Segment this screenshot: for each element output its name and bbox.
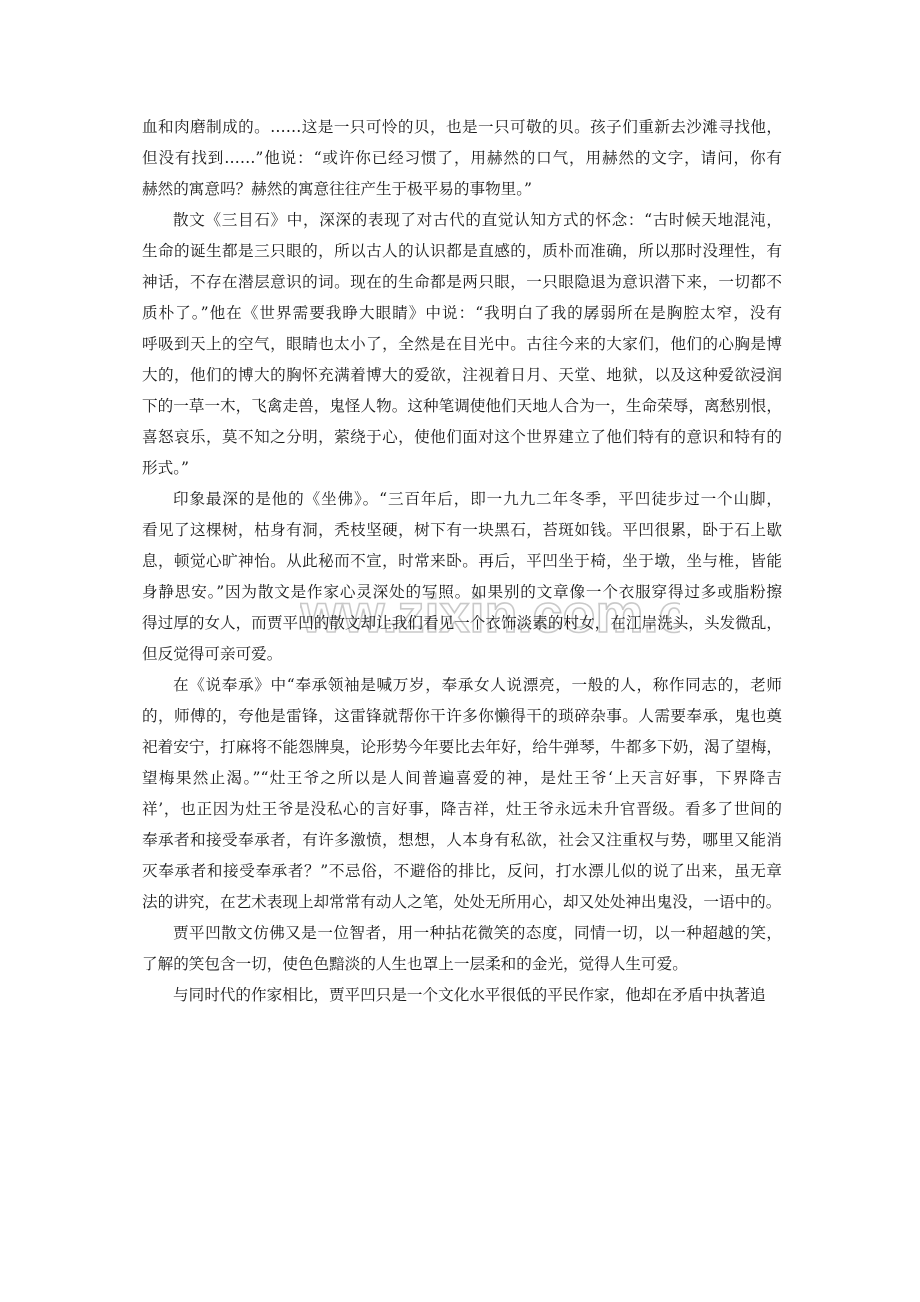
text-line: 祥’，也正因为灶王爷是没私心的言好事，降吉祥，灶王爷永远未升官晋级。看多了世间的 (142, 800, 782, 818)
paragraph (142, 112, 782, 205)
text-line: 望梅果然止渴。”“灶王爷之所以是人间普遍喜爱的神，是灶王爷‘上天言好事，下界降吉 (142, 769, 782, 787)
paragraph (142, 484, 782, 670)
text-line: 生命的诞生都是三只眼的，所以古人的认识都是直感的，质朴而准确，所以那时没理性，有 (142, 242, 782, 260)
text-line: 灭奉承者和接受奉承者？”不忌俗，不避俗的排比，反问，打水漂儿似的说了出来，虽无章 (142, 862, 782, 880)
text-line: 法的讲究，在艺术表现上却常常有动人之笔，处处无所用心，却又处处神出鬼没，一语中的。 (142, 893, 782, 911)
paragraph (142, 670, 782, 918)
text-line: 看见了这棵树，枯身有洞，秃枝坚硬，树下有一块黑石，苔斑如钱。平凹很累，卧于石上歇 (142, 521, 782, 539)
text-line: 但反觉得可亲可爱。 (142, 645, 283, 663)
text-line: 身静思安。”因为散文是作家心灵深处的写照。如果别的文章像一个衣服穿得过多或脂粉擦 (142, 583, 782, 601)
text-line: 散文《三目石》中，深深的表现了对古代的直觉认知方式的怀念：“古时候天地混沌， (173, 211, 782, 229)
paragraph (142, 205, 782, 484)
document-body (142, 112, 782, 1011)
text-line: 了解的笑包含一切，使色色黯淡的人生也罩上一层柔和的金光，觉得人生可爱。 (142, 955, 688, 973)
text-line: 神话，不存在潜层意识的词。现在的生命都是两只眼，一只眼隐退为意识潜下来，一切都不 (142, 273, 782, 291)
text-line: 喜怒哀乐，莫不知之分明，萦绕于心，使他们面对这个世界建立了他们特有的意识和特有的 (142, 428, 782, 446)
text-line: 与同时代的作家相比，贾平凹只是一个文化水平很低的平民作家，他却在矛盾中执著追 (173, 986, 766, 1004)
text-line: 奉承者和接受奉承者，有许多激愤，想想，人本身有私欲，社会又注重权与势，哪里又能消 (142, 831, 782, 849)
text-line: 赫然的寓意吗？赫然的寓意往往产生于极平易的事物里。” (142, 180, 533, 198)
text-line: 息，顿觉心旷神怡。从此秘而不宣，时常来卧。再后，平凹坐于椅，坐于墩，坐与椎，皆能 (142, 552, 782, 570)
text-line: 贾平凹散文仿佛又是一位智者，用一种拈花微笑的态度，同情一切，以一种超越的笑， (173, 924, 782, 942)
text-line: 的，师傅的，夸他是雷锋，这雷锋就帮你干许多你懒得干的琐碎杂事。人需要奉承，鬼也奠 (142, 707, 782, 725)
text-line: 印象最深的是他的《坐佛》。“三百年后，即一九九二年冬季，平凹徒步过一个山脚， (173, 490, 782, 508)
text-line: 形式。” (142, 459, 189, 477)
text-line: 在《说奉承》中“奉承领袖是喊万岁，奉承女人说漂亮，一般的人，称作同志的，老师 (173, 676, 782, 694)
text-line: 血和肉磨制成的。……这是一只可怜的贝，也是一只可敬的贝。孩子们重新去沙滩寻找他， (142, 118, 782, 136)
watermark-text: ww.zixin.com.c (300, 584, 680, 644)
text-line: 但没有找到……”他说：“或许你已经习惯了，用赫然的口气，用赫然的文字，请问，你有 (142, 149, 782, 167)
text-line: 得过厚的女人，而贾平凹的散文却让我们看见一个衣饰淡素的村女，在江岸洗头，头发微乱， (142, 614, 782, 632)
text-line: 祀着安宁，打麻将不能怨牌臭，论形势今年要比去年好，给牛弹琴，牛都多下奶，渴了望梅， (142, 738, 782, 756)
text-line: 大的，他们的博大的胸怀充满着博大的爱欲，注视着日月、天堂、地狱，以及这种爱欲浸润 (142, 366, 782, 384)
paragraph (142, 980, 782, 1011)
text-line: 呼吸到天上的空气，眼睛也太小了，全然是在目光中。古往今来的大家们，他们的心胸是博 (142, 335, 782, 353)
paragraph (142, 918, 782, 980)
text-line: 质朴了。”他在《世界需要我睁大眼睛》中说：“我明白了我的孱弱所在是胸腔太窄，没有 (142, 304, 782, 322)
text-line: 下的一草一木，飞禽走兽，鬼怪人物。这种笔调使他们天地人合为一，生命荣辱，离愁别恨， (142, 397, 782, 415)
